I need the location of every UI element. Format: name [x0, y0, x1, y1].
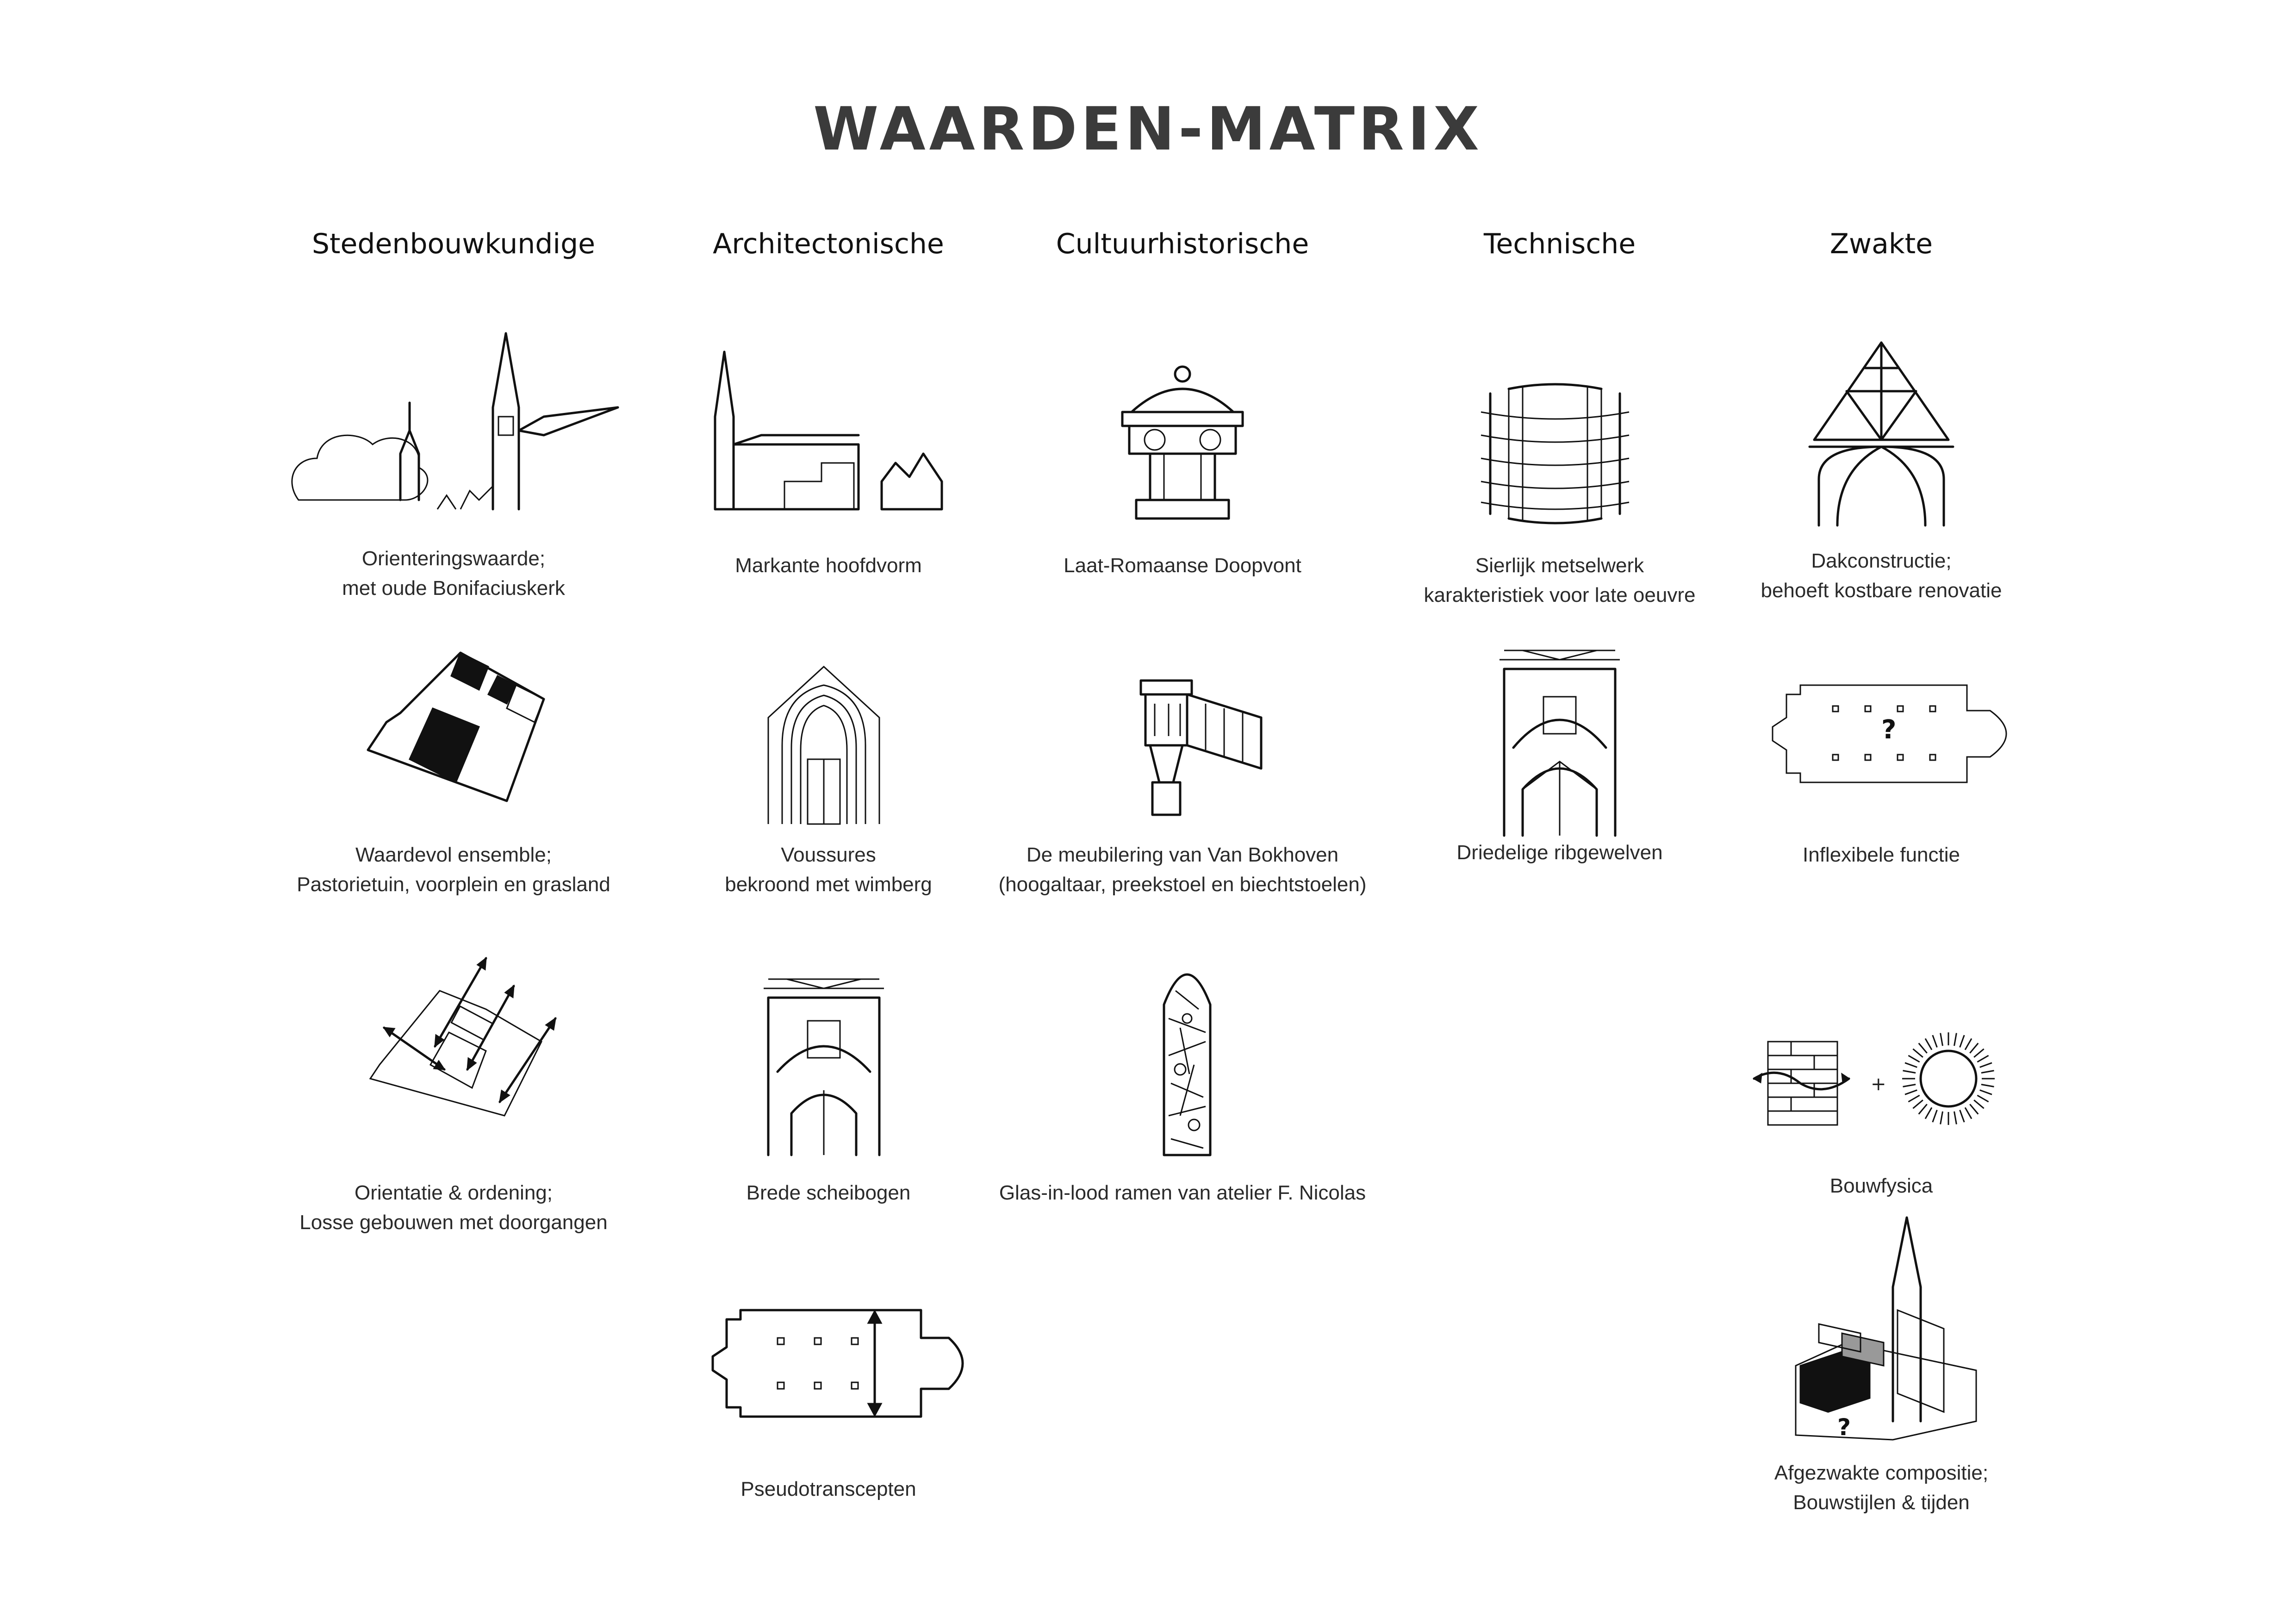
- question-mark: ?: [1837, 1414, 1851, 1441]
- orientation-arrows-icon: [366, 949, 565, 1127]
- axonometric-icon: [1791, 1218, 1976, 1442]
- nave-arches-icon: [759, 970, 889, 1157]
- caption-pseudotranscepten: Pseudotranscepten: [740, 1478, 916, 1500]
- floor-plan-question-icon: [1773, 681, 2022, 789]
- church-silhouette-icon: [710, 343, 951, 516]
- caption-afgezwakte-compositie: Afgezwakte compositie; Bouwstijlen & tijden: [1774, 1462, 1989, 1514]
- caption-meubilering: De meubilering van Van Bokhoven (hoogaltaar, preekstoel en biechtstoelen): [998, 843, 1367, 896]
- caption-sierlijk-metselwerk: Sierlijk metselwerk karakteristiek voor late oeuvre: [1424, 554, 1696, 606]
- pulpit-icon: [1136, 676, 1270, 822]
- site-plan-icon: [368, 648, 562, 803]
- plus-sign: +: [1871, 1074, 1886, 1095]
- brick-cylinder-icon: [1481, 384, 1629, 525]
- page-title: WAARDEN-MATRIX: [813, 95, 1483, 164]
- caption-bouwfysica: Bouwfysica: [1829, 1174, 1933, 1197]
- caption-dakconstructie: Dakconstructie; behoeft kostbare renovatie: [1761, 550, 2002, 602]
- stained-glass-window-icon: [1162, 963, 1213, 1160]
- skyline-icon: [285, 324, 627, 521]
- column-header-stedenbouwkundige: Stedenbouwkundige: [311, 228, 596, 260]
- portal-arch-icon: [764, 667, 884, 826]
- caption-voussures: Voussures bekroond met wimberg: [725, 843, 932, 896]
- caption-inflexibele-functie: Inflexibele functie: [1803, 843, 1960, 866]
- baptismal-font-icon: [1113, 361, 1252, 530]
- caption-waardevol-ensemble: Waardevol ensemble; Pastorietuin, voorplein en grasland: [297, 843, 610, 896]
- caption-orientatie-ordening: Orientatie & ordening; Losse gebouwen met doorgangen: [299, 1181, 608, 1234]
- caption-doopvont: Laat-Romaanse Doopvont: [1064, 554, 1301, 577]
- question-mark: ?: [1881, 715, 1897, 745]
- column-header-zwakte: Zwakte: [1829, 228, 1933, 260]
- caption-glas-in-lood: Glas-in-lood ramen van atelier F. Nicolas: [999, 1181, 1366, 1204]
- caption-ribgewelven: Driedelige ribgewelven: [1456, 841, 1663, 864]
- caption-brede-scheibogen: Brede scheibogen: [746, 1181, 911, 1204]
- caption-markante-hoofdvorm: Markante hoofdvorm: [735, 554, 922, 577]
- column-header-architectonische: Architectonische: [713, 228, 944, 260]
- rib-vault-icon: [1495, 641, 1624, 838]
- caption-orienteringswaarde: Orienteringswaarde; met oude Bonifaciuskerk: [342, 547, 565, 600]
- roof-truss-icon: [1810, 340, 1953, 528]
- wall-and-sun-icon: [1754, 1028, 2013, 1132]
- column-header-technische: Technische: [1483, 228, 1636, 260]
- column-header-cultuurhistorische: Cultuurhistorische: [1056, 228, 1309, 260]
- floor-plan-icon: [713, 1305, 977, 1424]
